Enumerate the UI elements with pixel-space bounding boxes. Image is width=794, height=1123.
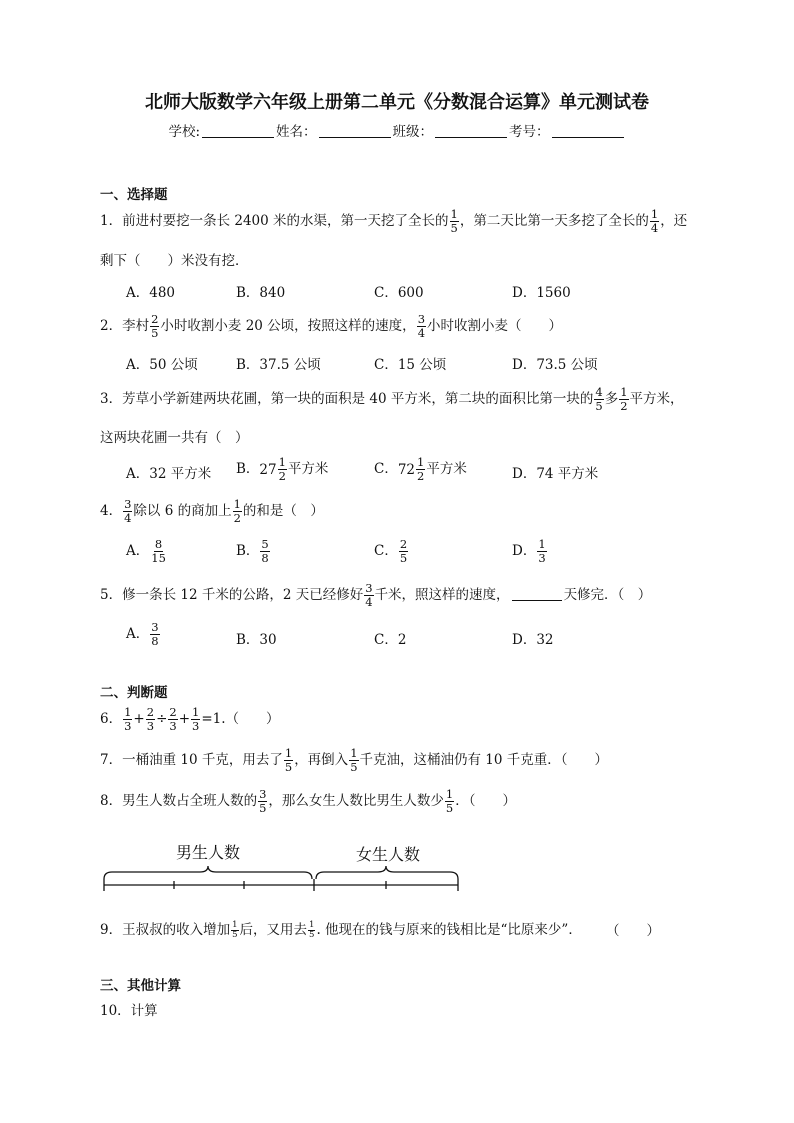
q1-text-part3: ，还 bbox=[660, 213, 688, 229]
q4-text-part2: 的和是（ ） bbox=[242, 503, 324, 519]
question-3 bbox=[100, 386, 684, 413]
q2-fraction-1: $\frac{2}{5}$ bbox=[151, 312, 159, 340]
q1-option-d[interactable]: D．1560 bbox=[512, 285, 571, 301]
number-label: 考号： bbox=[509, 124, 550, 140]
q2-option-a[interactable]: A．50 公顷 bbox=[126, 357, 198, 373]
boys-brace bbox=[104, 866, 312, 879]
q3-fraction-2: $\frac{1}{2}$ bbox=[620, 385, 628, 413]
q9-text-part3: . 他现在的钱与原来的钱相比是“比原来少”． bbox=[316, 922, 582, 938]
section-title-judgement: 二、判断题 bbox=[100, 685, 168, 701]
q3-option-a[interactable]: A．32 平方米 bbox=[126, 466, 212, 482]
q3-text-part2: 多 bbox=[604, 391, 619, 407]
question-9: 9．王叔叔的收入增加 $\frac{1}{5}$ 后，又用去 $\frac{1}{5}$ . 他现在的钱与原来的钱相比是“比原来少”． bbox=[100, 920, 582, 940]
q7-text-part3: 千克油，这桶油仍有 10 千克重．（ ） bbox=[359, 752, 609, 768]
name-label: 姓名： bbox=[276, 124, 317, 140]
q4-fraction-1: $\frac{3}{4}$ bbox=[124, 497, 132, 525]
q4-text-part1: 除以 6 的商加上 bbox=[133, 503, 232, 519]
q3-option-b-mixed: 27 $\frac{1}{2}$ bbox=[259, 455, 286, 483]
q5-option-d[interactable]: D．32 bbox=[512, 632, 554, 648]
q2-option-c[interactable]: C．15 公顷 bbox=[374, 357, 447, 373]
question-1 bbox=[100, 208, 687, 235]
q5-answer-blank[interactable] bbox=[512, 587, 562, 601]
number-blank[interactable] bbox=[552, 124, 624, 138]
q1-option-b[interactable]: B．840 bbox=[236, 285, 286, 301]
q3-text-part1: 3．芳草小学新建两块花圃，第一块的面积是 40 平方米，第二块的面积比第一块的 bbox=[100, 391, 594, 407]
q1-text-part1: 1．前进村要挖一条长 2400 米的水渠，第一天挖了全长的 bbox=[100, 213, 449, 229]
q5-fraction-1: $\frac{3}{4}$ bbox=[365, 581, 373, 609]
page-title: 北师大版数学六年级上册第二单元《分数混合运算》单元测试卷 bbox=[145, 92, 649, 113]
q3-option-d[interactable]: D．74 平方米 bbox=[512, 466, 599, 482]
q4-fraction-2: $\frac{1}{2}$ bbox=[233, 497, 241, 525]
q8-segment-diagram bbox=[96, 836, 466, 896]
q6-number: 6． bbox=[100, 711, 123, 727]
q3-option-c[interactable] bbox=[374, 456, 467, 483]
q8-text-part2: ，那么女生人数比男生人数少 bbox=[268, 793, 444, 809]
q5-option-c[interactable]: C．2 bbox=[374, 632, 407, 648]
q9-text-part2: 后，又用去 bbox=[239, 922, 308, 938]
q2-option-b[interactable]: B．37.5 公顷 bbox=[236, 357, 321, 373]
q4-number: 4． bbox=[100, 503, 123, 519]
name-blank[interactable] bbox=[319, 124, 391, 138]
school-blank[interactable] bbox=[202, 124, 274, 138]
q1-option-c[interactable]: C．600 bbox=[374, 285, 424, 301]
q3-option-c-unit: 平方米 bbox=[426, 461, 467, 477]
q2-fraction-2: $\frac{3}{4}$ bbox=[417, 312, 426, 340]
student-info-line bbox=[0, 120, 794, 140]
q5-text-part1: 5．修一条长 12 千米的公路，2 天已经修好 bbox=[100, 587, 364, 603]
q3-option-c-mixed: 72 $\frac{1}{2}$ bbox=[397, 455, 425, 483]
question-8: 8．男生人数占全班人数的 $\frac{3}{5}$ ，那么女生人数比男生人数少 $\frac{1}{5}$ ．（ ） bbox=[100, 787, 516, 815]
question-5 bbox=[100, 582, 651, 609]
q9-answer-paren[interactable]: （ ） bbox=[606, 923, 660, 939]
q3-option-b-unit: 平方米 bbox=[287, 461, 329, 477]
q2-option-d[interactable]: D．73.5 公顷 bbox=[512, 357, 598, 373]
q7-text-part1: 7．一桶油重 10 千克，用去了 bbox=[100, 752, 283, 768]
q1-line2: 剩下（ ）米没有挖． bbox=[100, 253, 249, 269]
q5-text-part3: 天修完．（ ） bbox=[563, 587, 652, 603]
q3-fraction-1: $\frac{4}{5}$ bbox=[595, 385, 603, 413]
question-7: 7．一桶油重 10 千克，用去了 $\frac{1}{5}$ ，再倒入 $\frac{1}{5}$ 千克油，这桶油仍有 10 千克重．（ ） bbox=[100, 746, 609, 774]
q4-option-c[interactable]: C． $\frac{2}{5}$ bbox=[374, 537, 408, 565]
section-title-calculation: 三、其他计算 bbox=[100, 978, 181, 994]
q5-text-part2: 千米，照这样的速度， bbox=[374, 587, 510, 603]
q3-text-part3: 平方米， bbox=[629, 391, 684, 407]
q1-fraction-1: $\frac{1}{5}$ bbox=[450, 207, 458, 235]
q1-text-part2: ，第二天比第一天多挖了全长的 bbox=[459, 213, 649, 229]
q5-option-a[interactable]: A． $\frac{3}{8}$ bbox=[126, 620, 159, 648]
q1-fraction-2: $\frac{1}{4}$ bbox=[650, 207, 659, 235]
q4-option-a[interactable]: A． $\frac{8}{15}$ bbox=[126, 537, 166, 565]
q3-option-c-label: C． bbox=[374, 461, 398, 477]
school-label: 学校: bbox=[168, 124, 201, 140]
question-10: 10．计算 bbox=[100, 1003, 158, 1019]
q8-text-part1: 8．男生人数占全班人数的 bbox=[100, 793, 258, 809]
q6-text-end: =1.（ ） bbox=[201, 711, 280, 727]
q2-text-part2: 小时收割小麦 20 公顷，按照这样的速度， bbox=[160, 318, 416, 334]
q3-line2: 这两块花圃一共有（ ） bbox=[100, 430, 249, 446]
q7-text-part2: ，再倒入 bbox=[294, 752, 349, 768]
section-title-choice: 一、选择题 bbox=[100, 187, 168, 203]
class-blank[interactable] bbox=[435, 124, 507, 138]
question-6: 6． $\frac{1}{3}$ + $\frac{2}{3}$ ÷ $\frac{2}{3}$ + $\frac{1}{3}$ =1.（ ） bbox=[100, 705, 280, 733]
q1-option-a[interactable]: A．480 bbox=[126, 285, 176, 301]
question-4 bbox=[100, 498, 324, 525]
girls-label: 女生人数 bbox=[355, 845, 421, 864]
q2-text-part1: 2．李村 bbox=[100, 318, 150, 334]
girls-brace bbox=[316, 866, 458, 879]
class-label: 班级： bbox=[392, 124, 434, 140]
q2-text-part3: 小时收割小麦（ ） bbox=[427, 318, 563, 334]
question-2 bbox=[100, 313, 562, 340]
q4-option-b[interactable]: B． $\frac{5}{8}$ bbox=[236, 537, 269, 565]
q5-option-b[interactable]: B．30 bbox=[236, 632, 277, 648]
boys-label: 男生人数 bbox=[175, 843, 241, 862]
q3-option-b[interactable] bbox=[236, 456, 328, 483]
q8-text-part3: ．（ ） bbox=[455, 793, 516, 809]
q4-option-d[interactable]: D． $\frac{1}{3}$ bbox=[512, 537, 546, 565]
q3-option-b-label: B． bbox=[236, 461, 260, 477]
q9-text-part1: 9．王叔叔的收入增加 bbox=[100, 922, 231, 938]
